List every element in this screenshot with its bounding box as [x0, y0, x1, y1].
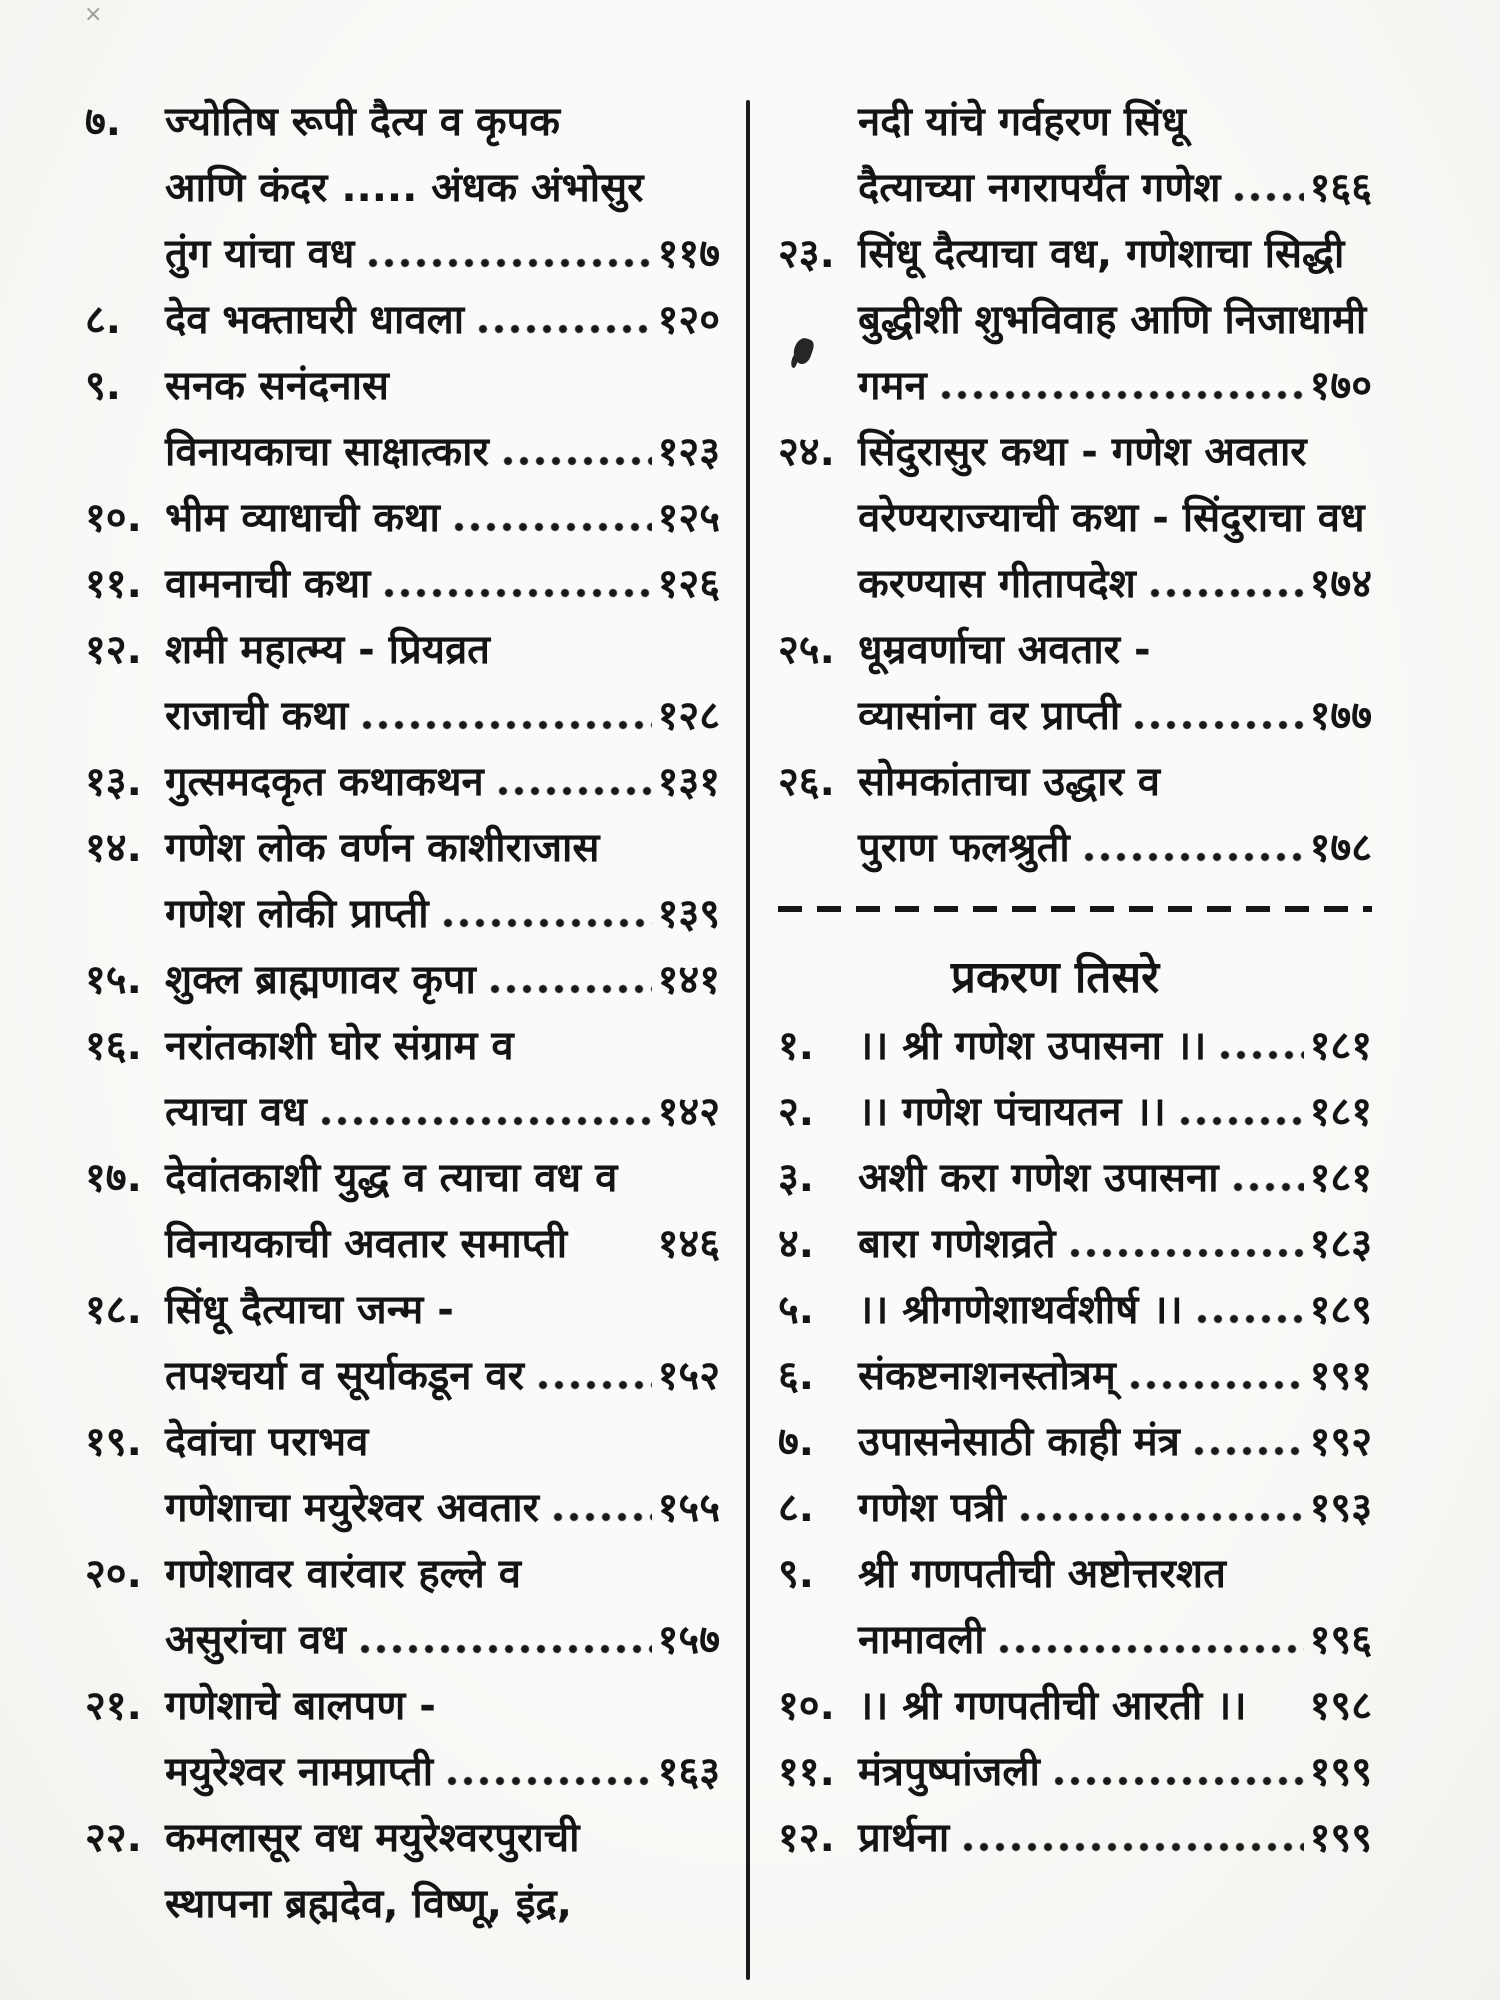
dot-leader — [496, 784, 652, 798]
dot-leader — [382, 586, 651, 600]
entry-title: सोमकांताचा उद्धार व — [858, 758, 1161, 805]
entry-title: शमी महात्म्य - प्रियव्रत — [165, 626, 490, 673]
entry-number: २४. — [778, 428, 835, 475]
page-number: १९२ — [1309, 1418, 1372, 1465]
page-number: १७८ — [1309, 824, 1372, 871]
page-number: १२८ — [657, 692, 720, 739]
toc-line — [778, 1208, 1372, 1274]
dot-leader — [1132, 718, 1303, 732]
page-number: १८९ — [1309, 1286, 1372, 1333]
entry-title: गुत्समदकृत कथाकथन — [165, 758, 484, 805]
entry-title: गणेशावर वारंवार हल्ले व — [165, 1550, 521, 1597]
page-number: १३९ — [657, 890, 720, 937]
toc-line — [778, 1142, 1372, 1208]
toc-line — [778, 1406, 1372, 1472]
entry-title: त्याचा वध — [165, 1088, 307, 1135]
toc-line — [778, 1736, 1372, 1802]
toc-line — [85, 86, 720, 152]
entry-title: गणेशाचे बालपण - — [165, 1682, 436, 1729]
dot-leader — [1068, 1246, 1304, 1260]
dot-leader — [997, 1642, 1304, 1656]
toc-line — [85, 1802, 720, 1868]
dot-leader — [551, 1510, 652, 1524]
entry-number: ८. — [85, 296, 121, 343]
entry-title: धूम्रवर्णाचा अवतार - — [858, 626, 1151, 673]
toc-line — [778, 1472, 1372, 1538]
entry-title: बारा गणेशव्रते — [858, 1220, 1056, 1267]
section-heading: प्रकरण तिसरे — [950, 952, 1160, 1003]
page-number: १४२ — [657, 1088, 720, 1135]
dot-leader — [1192, 1444, 1304, 1458]
toc-line — [778, 614, 1372, 680]
entry-title: ।। गणेश पंचायतन ।। — [858, 1088, 1166, 1135]
toc-line — [85, 350, 720, 416]
dot-leader — [366, 256, 651, 270]
entry-number: ७. — [778, 1418, 814, 1465]
dashed-separator — [778, 878, 1372, 940]
page-number: १२० — [657, 296, 720, 343]
entry-title: करण्यास गीतापदेश — [858, 560, 1136, 607]
entry-number: ७. — [85, 98, 121, 145]
toc-left-column — [85, 86, 720, 1934]
entry-title: मयुरेश्वर नामप्राप्ती — [165, 1748, 434, 1795]
entry-number: १४. — [85, 824, 142, 871]
entry-title: दैत्याच्या नगरापर्यंत गणेश — [858, 164, 1221, 211]
page-number: १८१ — [1309, 1154, 1372, 1201]
dot-leader — [961, 1840, 1303, 1854]
dot-leader — [476, 322, 652, 336]
toc-line — [778, 284, 1372, 350]
entry-title: ।। श्रीगणेशाथर्वशीर्ष ।। — [858, 1286, 1183, 1333]
entry-title: व्यासांना वर प्राप्ती — [858, 692, 1121, 739]
entry-title: तुंग यांचा वध — [165, 230, 355, 277]
entry-title: मंत्रपुष्पांजली — [858, 1748, 1040, 1795]
toc-line — [85, 1670, 720, 1736]
entry-title: पुराण फलश्रुती — [858, 824, 1070, 871]
page-number: १६६ — [1309, 164, 1372, 211]
entry-title: विनायकाचा साक्षात्कार — [165, 428, 489, 475]
entry-number: ३. — [778, 1154, 814, 1201]
entry-title: गणेश लोक वर्णन काशीराजास — [165, 824, 600, 871]
entry-title: देवांतकाशी युद्ध व त्याचा वध व — [165, 1154, 618, 1201]
dot-leader — [1052, 1774, 1304, 1788]
toc-line — [778, 1076, 1372, 1142]
toc-line — [85, 614, 720, 680]
toc-line — [778, 350, 1372, 416]
entry-title: उपासनेसाठी काही मंत्र — [858, 1418, 1180, 1465]
entry-title: ।। श्री गणेश उपासना ।। — [858, 1022, 1207, 1069]
entry-number: २. — [778, 1088, 814, 1135]
toc-columns — [85, 86, 1372, 1980]
dot-leader — [1018, 1510, 1304, 1524]
entry-title: प्रार्थना — [858, 1814, 950, 1861]
entry-number: १९. — [85, 1418, 142, 1465]
entry-title: बुद्धीशी शुभविवाह आणि निजाधामी — [858, 296, 1367, 343]
entry-title: गणेश पत्री — [858, 1484, 1006, 1531]
page-number: १५२ — [657, 1352, 720, 1399]
entry-number: १३. — [85, 758, 142, 805]
entry-title: शुक्ल ब्राह्मणावर कृपा — [165, 956, 476, 1003]
toc-line — [85, 548, 720, 614]
toc-line — [778, 152, 1372, 218]
entry-number: ९. — [778, 1550, 814, 1597]
entry-title: असुरांचा वध — [165, 1616, 346, 1663]
toc-line — [778, 218, 1372, 284]
page-number: ११७ — [657, 230, 720, 277]
toc-line — [85, 944, 720, 1010]
page-number: १२३ — [657, 428, 720, 475]
entry-title: देवांचा पराभव — [165, 1418, 369, 1465]
corner-mark: × — [84, 2, 103, 27]
page-number: १५७ — [657, 1616, 720, 1663]
page-number: १९६ — [1309, 1616, 1372, 1663]
toc-line — [778, 416, 1372, 482]
dot-leader — [1148, 586, 1304, 600]
page-number: १६३ — [657, 1748, 720, 1795]
dot-leader — [1231, 1180, 1304, 1194]
entry-number: ८. — [778, 1484, 814, 1531]
toc-line — [778, 1802, 1372, 1868]
entry-title: आणि कंदर ..... अंधक अंभोसुर — [165, 164, 644, 211]
entry-title: स्थापना ब्रह्मदेव, विष्णू, इंद्र, — [165, 1880, 572, 1927]
dot-leader — [939, 388, 1304, 402]
page-number: १९९ — [1309, 1814, 1372, 1861]
entry-title: राजाची कथा — [165, 692, 349, 739]
dot-leader — [1178, 1114, 1304, 1128]
entry-title: नदी यांचे गर्वहरण सिंधू — [858, 98, 1186, 145]
dot-leader — [1195, 1312, 1304, 1326]
toc-line — [778, 746, 1372, 812]
page-number: १७० — [1309, 362, 1372, 409]
toc-line — [778, 1538, 1372, 1604]
toc-line — [778, 1274, 1372, 1340]
toc-line — [85, 1868, 720, 1934]
page-number: १४१ — [657, 956, 720, 1003]
entry-title: अशी करा गणेश उपासना — [858, 1154, 1219, 1201]
toc-line — [85, 1538, 720, 1604]
page-number: १८१ — [1309, 1088, 1372, 1135]
entry-title: ।। श्री गणपतीची आरती ।। — [858, 1682, 1247, 1729]
dot-leader — [445, 1774, 652, 1788]
toc-line — [85, 1472, 720, 1538]
entry-title: वरेण्यराज्याची कथा - सिंदुराचा वध — [858, 494, 1365, 541]
toc-line — [778, 482, 1372, 548]
entry-title: गणेशाचा मयुरेश्वर अवतार — [165, 1484, 540, 1531]
dot-leader — [1232, 190, 1303, 204]
entry-number: १५. — [85, 956, 142, 1003]
toc-line — [85, 1142, 720, 1208]
entry-title: भीम व्याधाची कथा — [165, 494, 440, 541]
entry-title: सनक सनंदनास — [165, 362, 389, 409]
entry-number: १२. — [778, 1814, 835, 1861]
dot-leader — [1128, 1378, 1304, 1392]
toc-right-column — [778, 86, 1372, 1868]
dot-leader — [319, 1114, 652, 1128]
page-number: १२६ — [657, 560, 720, 607]
toc-line — [778, 86, 1372, 152]
page-number: १९१ — [1309, 1352, 1372, 1399]
entry-number: ६. — [778, 1352, 814, 1399]
entry-title: नरांतकाशी घोर संग्राम व — [165, 1022, 514, 1069]
entry-title: श्री गणपतीची अष्टोत्तरशत — [858, 1550, 1226, 1597]
entry-number: २५. — [778, 626, 835, 673]
entry-number: २३. — [778, 230, 835, 277]
page-number: १२५ — [657, 494, 720, 541]
page-number: १९९ — [1309, 1748, 1372, 1795]
toc-line — [85, 680, 720, 746]
dot-leader — [1082, 850, 1304, 864]
page-number: १७७ — [1309, 692, 1372, 739]
toc-line — [85, 1340, 720, 1406]
toc-line — [778, 1604, 1372, 1670]
toc-line — [778, 812, 1372, 878]
entry-number: १०. — [778, 1682, 835, 1729]
dot-leader — [441, 916, 652, 930]
entry-title: सिंधू दैत्याचा वध, गणेशाचा सिद्धी — [858, 230, 1345, 277]
dot-leader — [358, 1642, 652, 1656]
page-number: १९८ — [1309, 1682, 1372, 1729]
page-number: १४६ — [657, 1220, 720, 1267]
dashed-rule — [778, 906, 1372, 912]
toc-line — [85, 746, 720, 812]
page-number: १९३ — [1309, 1484, 1372, 1531]
entry-number: २१. — [85, 1682, 142, 1729]
entry-title: वामनाची कथा — [165, 560, 371, 607]
toc-line — [85, 1736, 720, 1802]
entry-title: सिंदुरासुर कथा - गणेश अवतार — [858, 428, 1307, 475]
entry-title: गणेश लोकी प्राप्ती — [165, 890, 429, 937]
toc-line — [778, 680, 1372, 746]
toc-line — [778, 1340, 1372, 1406]
toc-line — [85, 1010, 720, 1076]
toc-line — [85, 152, 720, 218]
entry-number: १७. — [85, 1154, 142, 1201]
entry-number: २०. — [85, 1550, 142, 1597]
entry-title: नामावली — [858, 1616, 985, 1663]
page-number: १७४ — [1309, 560, 1372, 607]
toc-line — [85, 878, 720, 944]
toc-line — [778, 1670, 1372, 1736]
dot-leader — [536, 1378, 652, 1392]
entry-number: ११. — [778, 1748, 835, 1795]
toc-line — [778, 548, 1372, 614]
toc-line — [85, 416, 720, 482]
dot-leader — [452, 520, 652, 534]
entry-number: १. — [778, 1022, 814, 1069]
toc-line — [85, 1604, 720, 1670]
entry-title: संकष्टनाशनस्तोत्रम् — [858, 1352, 1116, 1399]
dot-leader — [1218, 1048, 1303, 1062]
entry-title: सिंधू दैत्याचा जन्म - — [165, 1286, 454, 1333]
page-number: १८३ — [1309, 1220, 1372, 1267]
entry-number: १८. — [85, 1286, 142, 1333]
entry-number: ४. — [778, 1220, 814, 1267]
toc-line — [85, 1406, 720, 1472]
entry-number: २२. — [85, 1814, 142, 1861]
entry-number: १६. — [85, 1022, 142, 1069]
toc-line — [85, 218, 720, 284]
toc-line — [85, 812, 720, 878]
toc-line — [778, 1010, 1372, 1076]
dot-leader — [501, 454, 652, 468]
toc-line — [85, 284, 720, 350]
entry-title: देव भक्ताघरी धावला — [165, 296, 465, 343]
entry-title: तपश्चर्या व सूर्याकडून वर — [165, 1352, 525, 1399]
entry-number: ५. — [778, 1286, 814, 1333]
entry-title: ज्योतिष रूपी दैत्य व कृपक — [165, 98, 561, 145]
entry-number: ९. — [85, 362, 121, 409]
toc-line — [85, 1274, 720, 1340]
dot-leader — [360, 718, 652, 732]
column-divider-rule — [746, 100, 750, 1980]
toc-line — [85, 1076, 720, 1142]
page-number: १८१ — [1309, 1022, 1372, 1069]
entry-title: विनायकाची अवतार समाप्ती — [165, 1220, 568, 1267]
page-number: १५५ — [657, 1484, 720, 1531]
page-number: १३१ — [657, 758, 720, 805]
entry-number: १२. — [85, 626, 142, 673]
toc-line — [85, 482, 720, 548]
toc-line — [85, 1208, 720, 1274]
entry-title: गमन — [858, 362, 927, 409]
dot-leader — [488, 982, 652, 996]
entry-title: कमलासूर वध मयुरेश्वरपुराची — [165, 1814, 580, 1861]
entry-number: २६. — [778, 758, 835, 805]
entry-number: १०. — [85, 494, 142, 541]
entry-number: ११. — [85, 560, 142, 607]
